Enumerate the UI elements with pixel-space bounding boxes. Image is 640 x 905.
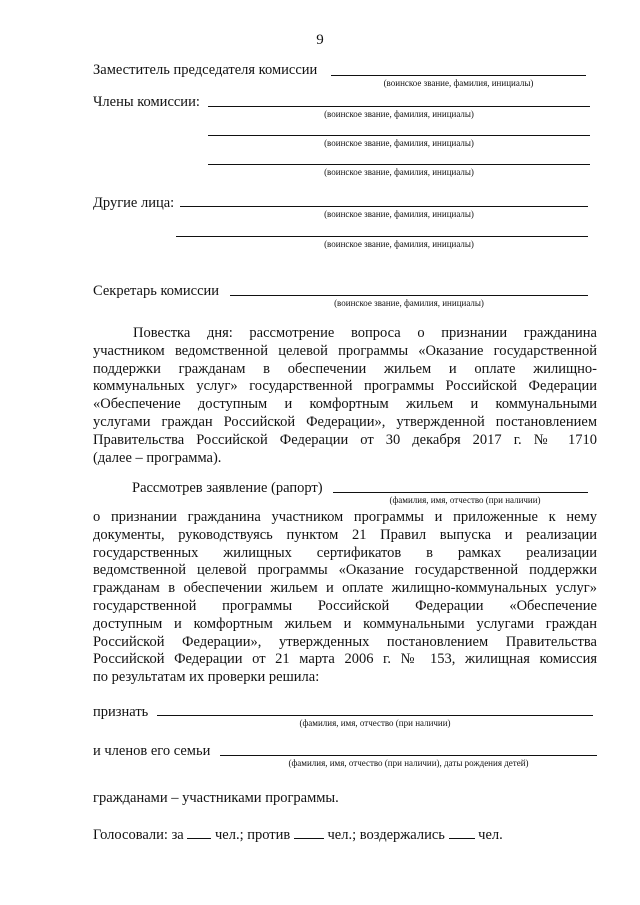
decision-line: Российской Федерации от 21 марта 2006 г. № 153, жилищная комиссия (93, 651, 597, 668)
members-label: Члены комиссии: (93, 94, 200, 110)
deputy-chairman-line[interactable] (331, 75, 586, 76)
family-label: и членов его семьи (93, 743, 211, 759)
applicant-caption: (фамилия, имя, отчество (при наличии) (389, 495, 541, 505)
votes-for-blank[interactable] (187, 825, 211, 839)
decision-line: ведомственной целевой программы «Оказание государственной поддержки (93, 562, 597, 579)
deputy-chairman-caption: (воинское звание, фамилия, инициалы) (383, 78, 534, 88)
decision-line: о признании гражданина участником программы и приложенные к нему (93, 509, 597, 525)
agenda-line: поддержки гражданам в обеспечении жильем и оплате жилищно- (93, 360, 597, 377)
other-caption-1: (воинское звание, фамилия, инициалы) (324, 209, 474, 219)
voting-label: Голосовали: за (93, 827, 184, 843)
member-caption-3: (воинское звание, фамилия, инициалы) (324, 167, 474, 177)
member-caption-2: (воинское звание, фамилия, инициалы) (324, 138, 474, 148)
agenda-line: коммунальных услуг» государственной программы Российской Федерации (93, 378, 597, 395)
secretary-caption: (воинское звание, фамилия, инициалы) (334, 298, 484, 308)
secretary-line[interactable] (230, 295, 588, 296)
decision-line: Российской Федерации», утвержденных постановлением Правительства (93, 633, 597, 650)
decision-line: по результатам их проверки решила: (93, 669, 320, 686)
agenda-line: участником ведомственной целевой программы «Оказание государственной (93, 342, 597, 359)
votes-against-unit: чел.; воздержались (327, 827, 445, 843)
agenda-line: Повестка дня: рассмотрение вопроса о признании гражданина (133, 325, 597, 341)
member-caption-1: (воинское звание, фамилия, инициалы) (324, 109, 474, 119)
family-line[interactable] (220, 755, 597, 756)
member-line-2[interactable] (208, 135, 590, 136)
secretary-label: Секретарь комиссии (93, 283, 220, 299)
agenda-paragraph (93, 325, 597, 467)
other-caption-2: (воинское звание, фамилия, инициалы) (324, 239, 474, 249)
votes-for-unit: чел.; против (214, 827, 291, 843)
votes-against-blank[interactable] (294, 825, 324, 839)
citizens-line: гражданами – участниками программы. (93, 790, 339, 806)
considered-label: Рассмотрев заявление (рапорт) (132, 480, 323, 496)
others-label: Другие лица: (93, 195, 175, 211)
other-line-1[interactable] (180, 206, 588, 207)
recognize-label: признать (93, 704, 149, 720)
decision-line: доступным и комфортным жильем и коммунальными услугами граждан (93, 615, 597, 632)
member-line-1[interactable] (208, 106, 590, 107)
applicant-line[interactable] (333, 492, 588, 493)
member-line-3[interactable] (208, 164, 590, 165)
agenda-line: (далее – программа). (93, 449, 222, 466)
decision-line: гражданам в обеспечении жильем и оплате жилищно-коммунальных услуг» (93, 580, 597, 597)
recognize-caption: (фамилия, имя, отчество (при наличии) (299, 718, 451, 728)
decision-paragraph (93, 509, 597, 687)
decision-line: документы, руководствуясь пунктом 21 Правил выпуска и реализации (93, 526, 597, 543)
votes-abstain-blank[interactable] (449, 825, 475, 839)
decision-line: государственных жилищных сертификатов в рамках реализации (93, 544, 597, 561)
voting-line (93, 825, 503, 843)
agenda-line: «Обеспечение доступным и комфортным жильем и коммунальными (93, 396, 597, 413)
decision-line: государственной программы Российской Федерации «Обеспечение (93, 597, 597, 614)
other-line-2[interactable] (176, 236, 588, 237)
agenda-line: Правительства Российской Федерации от 30 декабря 2017 г. № 1710 (93, 431, 597, 448)
page-number: 9 (316, 32, 324, 48)
recognize-line[interactable] (157, 715, 593, 716)
deputy-chairman-label: Заместитель председателя комиссии (93, 62, 318, 78)
family-caption: (фамилия, имя, отчество (при наличии), даты рождения детей) (288, 758, 529, 768)
agenda-line: услугами граждан Российской Федерации», утвержденной постановлением (93, 413, 597, 430)
votes-abstain-unit: чел. (478, 827, 503, 843)
